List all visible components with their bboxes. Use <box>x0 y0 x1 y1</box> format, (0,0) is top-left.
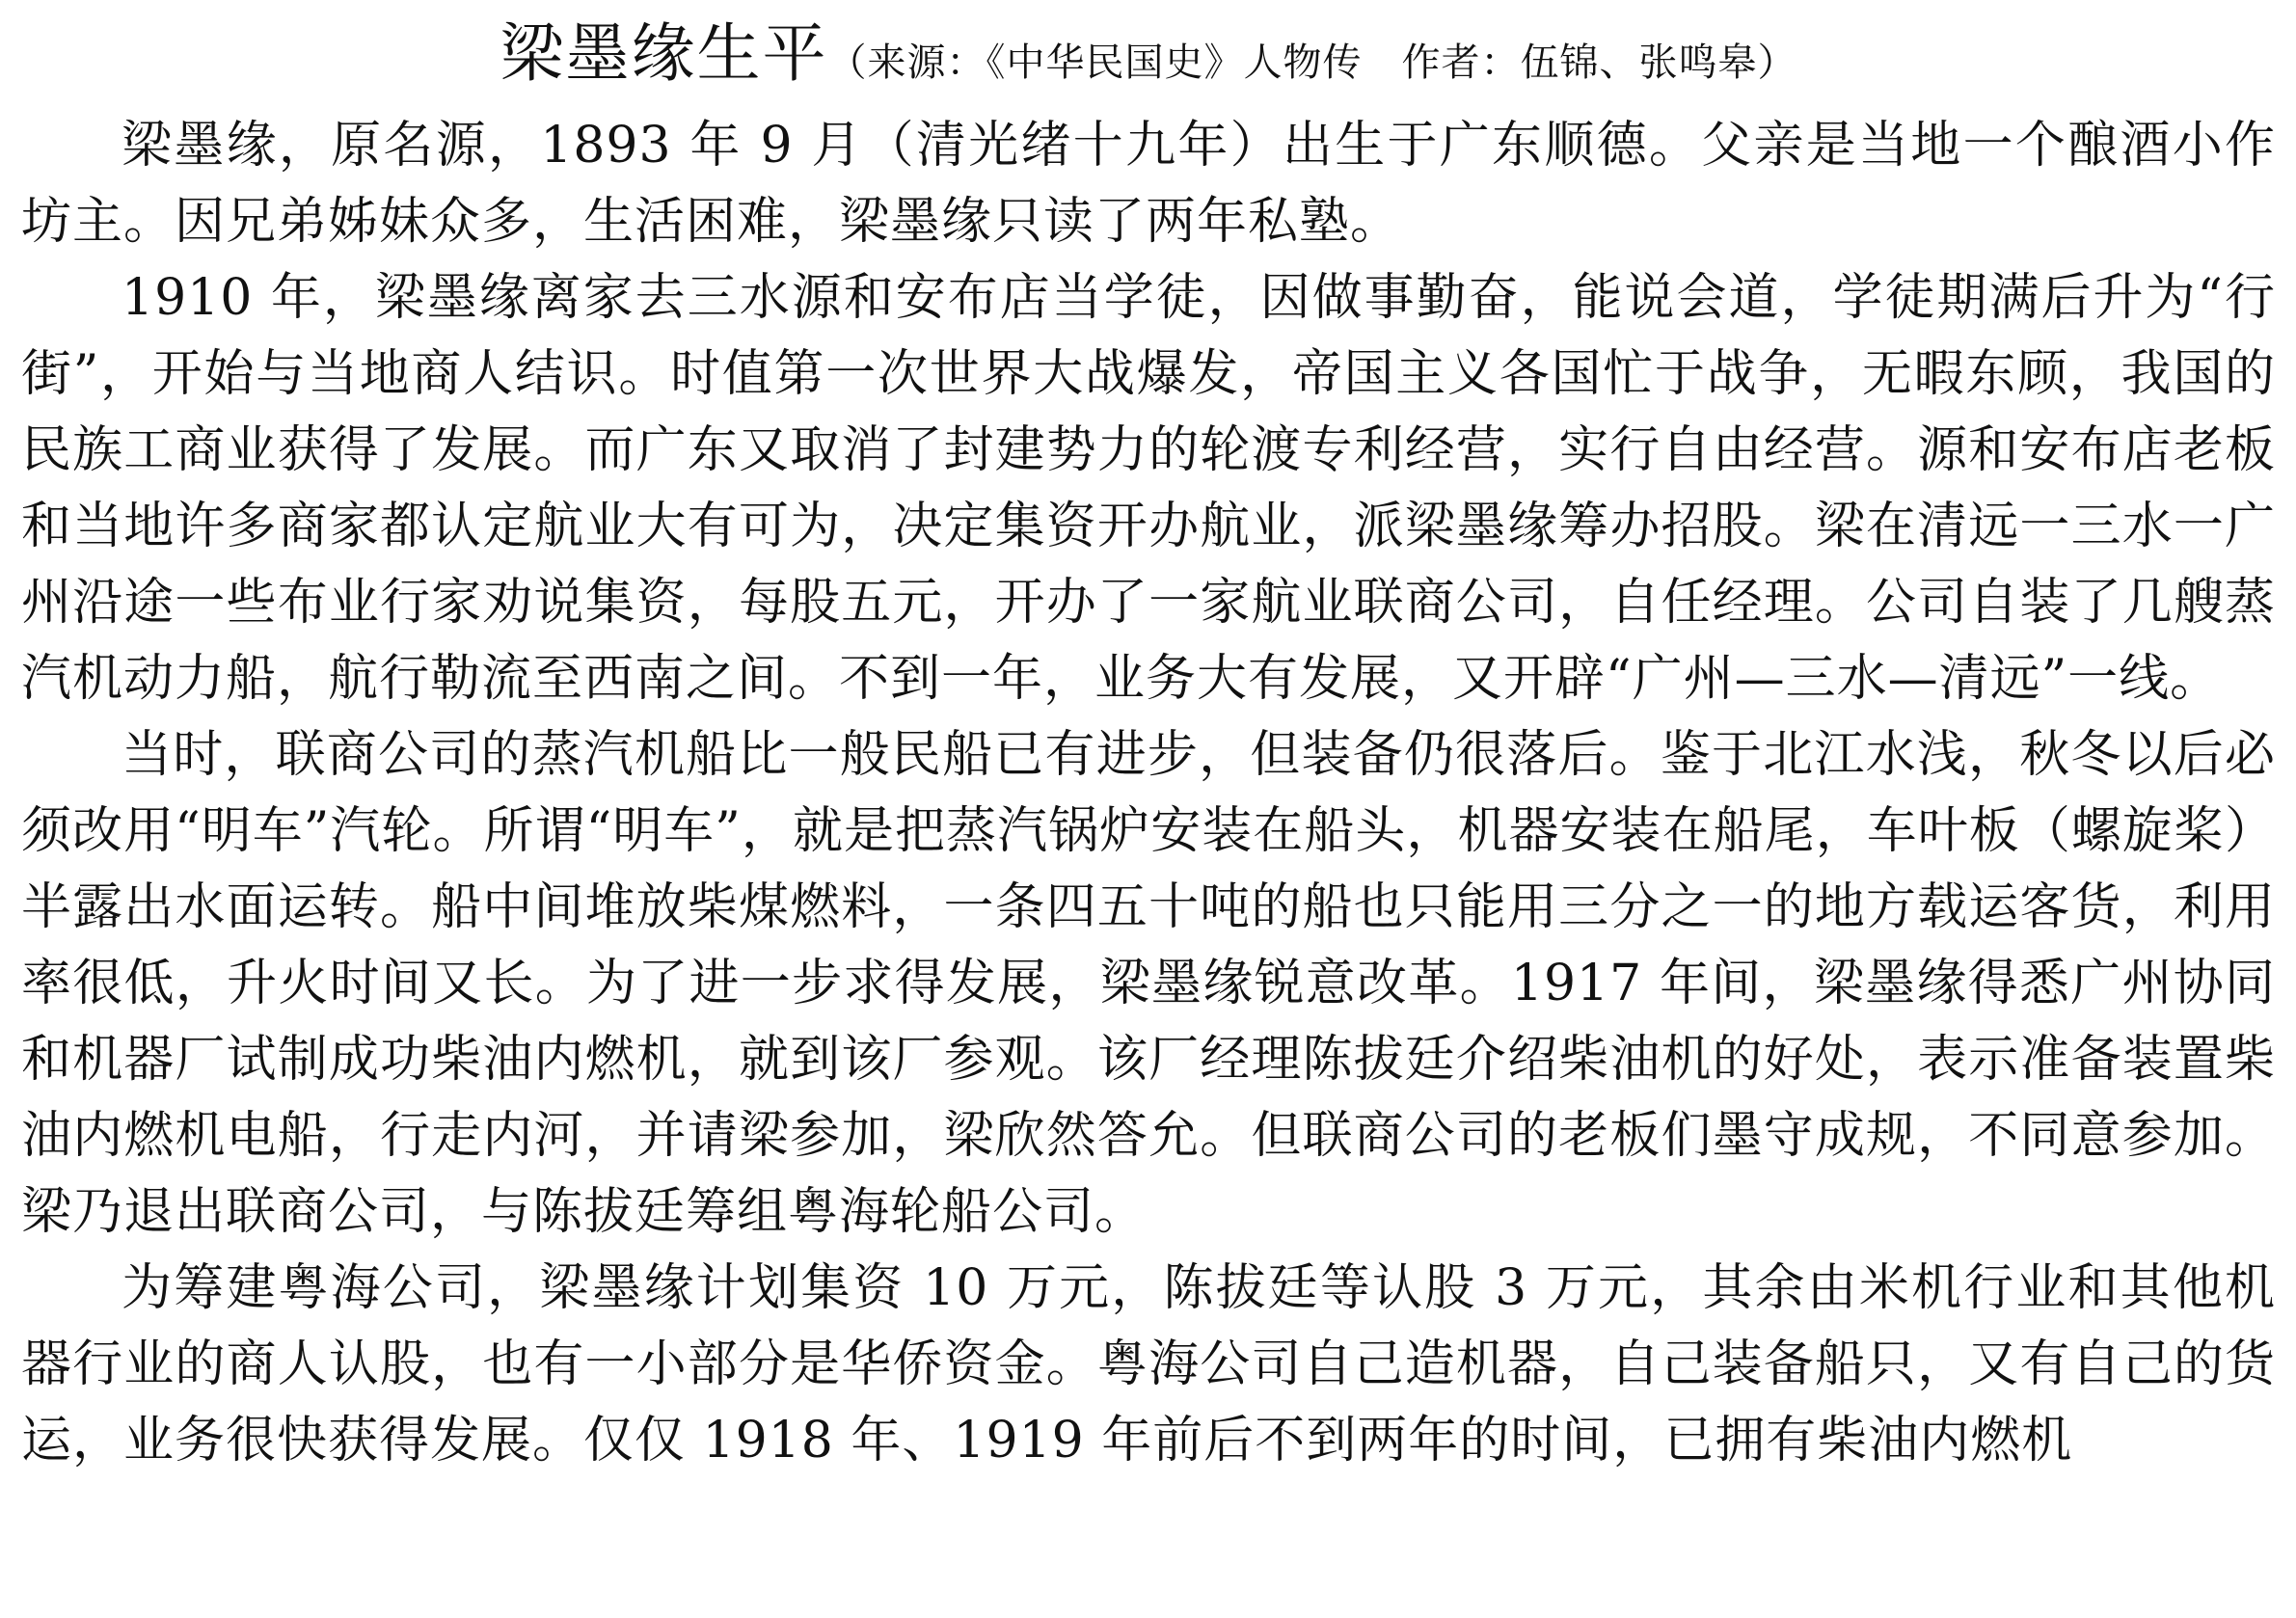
paragraph-4: 为筹建粤海公司，梁墨缘计划集资 10 万元，陈拔廷等认股 3 万元，其余由米机行业和其他机器行业的商人认股，也有一小部分是华侨资金。粤海公司自己造机器，自己装备船只，又有自己的货运，业务很快获得发展。仅仅 1918 年、1919 年前后不到两年的时间，已拥有柴油内燃机 <box>21 1259 2276 1470</box>
document-title: 梁墨缘生平 <box>500 16 828 91</box>
title-row <box>21 13 2276 94</box>
paragraph-2: 1910 年，梁墨缘离家去三水源和安布店当学徒，因做事勤奋，能说会道，学徒期满后升为“行街”，开始与当地商人结识。时值第一次世界大战爆发，帝国主义各国忙于战争，无暇东顾，我国的民族工商业获得了发展。而广东又取消了封建势力的轮渡专利经营，实行自由经营。源和安布店老板和当地许多商家都认定航业大有可为，决定集资开办航业，派梁墨缘筹办招股。梁在清远一三水一广州沿途一些布业行家劝说集资，每股五元，开办了一家航业联商公司，自任经理。公司自装了几艘蒸汽机动力船，航行勒流至西南之间。不到一年，业务大有发展，又开辟“广州—三水—清远”一线。 <box>21 269 2276 708</box>
paragraph-1: 梁墨缘，原名源，1893 年 9 月（清光绪十九年）出生于广东顺德。父亲是当地一个酿酒小作坊主。因兄弟姊妹众多，生活困难，梁墨缘只读了两年私塾。 <box>21 117 2276 251</box>
paragraph-3: 当时，联商公司的蒸汽机船比一般民船已有进步，但装备仍很落后。鉴于北江水浅，秋冬以后必须改用“明车”汽轮。所谓“明车”，就是把蒸汽锅炉安装在船头，机器安装在船尾，车叶板（螺旋桨）半露出水面运转。船中间堆放柴煤燃料，一条四五十吨的船也只能用三分之一的地方载运客货，利用率很低，升火时间又长。为了进一步求得发展，梁墨缘锐意改革。1917 年间，梁墨缘得悉广州协同和机器厂试制成功柴油内燃机，就到该厂参观。该厂经理陈拔廷介绍柴油机的好处，表示准备装置柴油内燃机电船，行走内河，并请梁参加，梁欣然答允。但联商公司的老板们墨守成规，不同意参加。梁乃退出联商公司，与陈拔廷筹组粤海轮船公司。 <box>21 726 2276 1241</box>
document-page <box>21 13 2276 1479</box>
source-note: （来源：《中华民国史》人物传 作者：伍锦、张鸣皋） <box>827 40 1797 85</box>
